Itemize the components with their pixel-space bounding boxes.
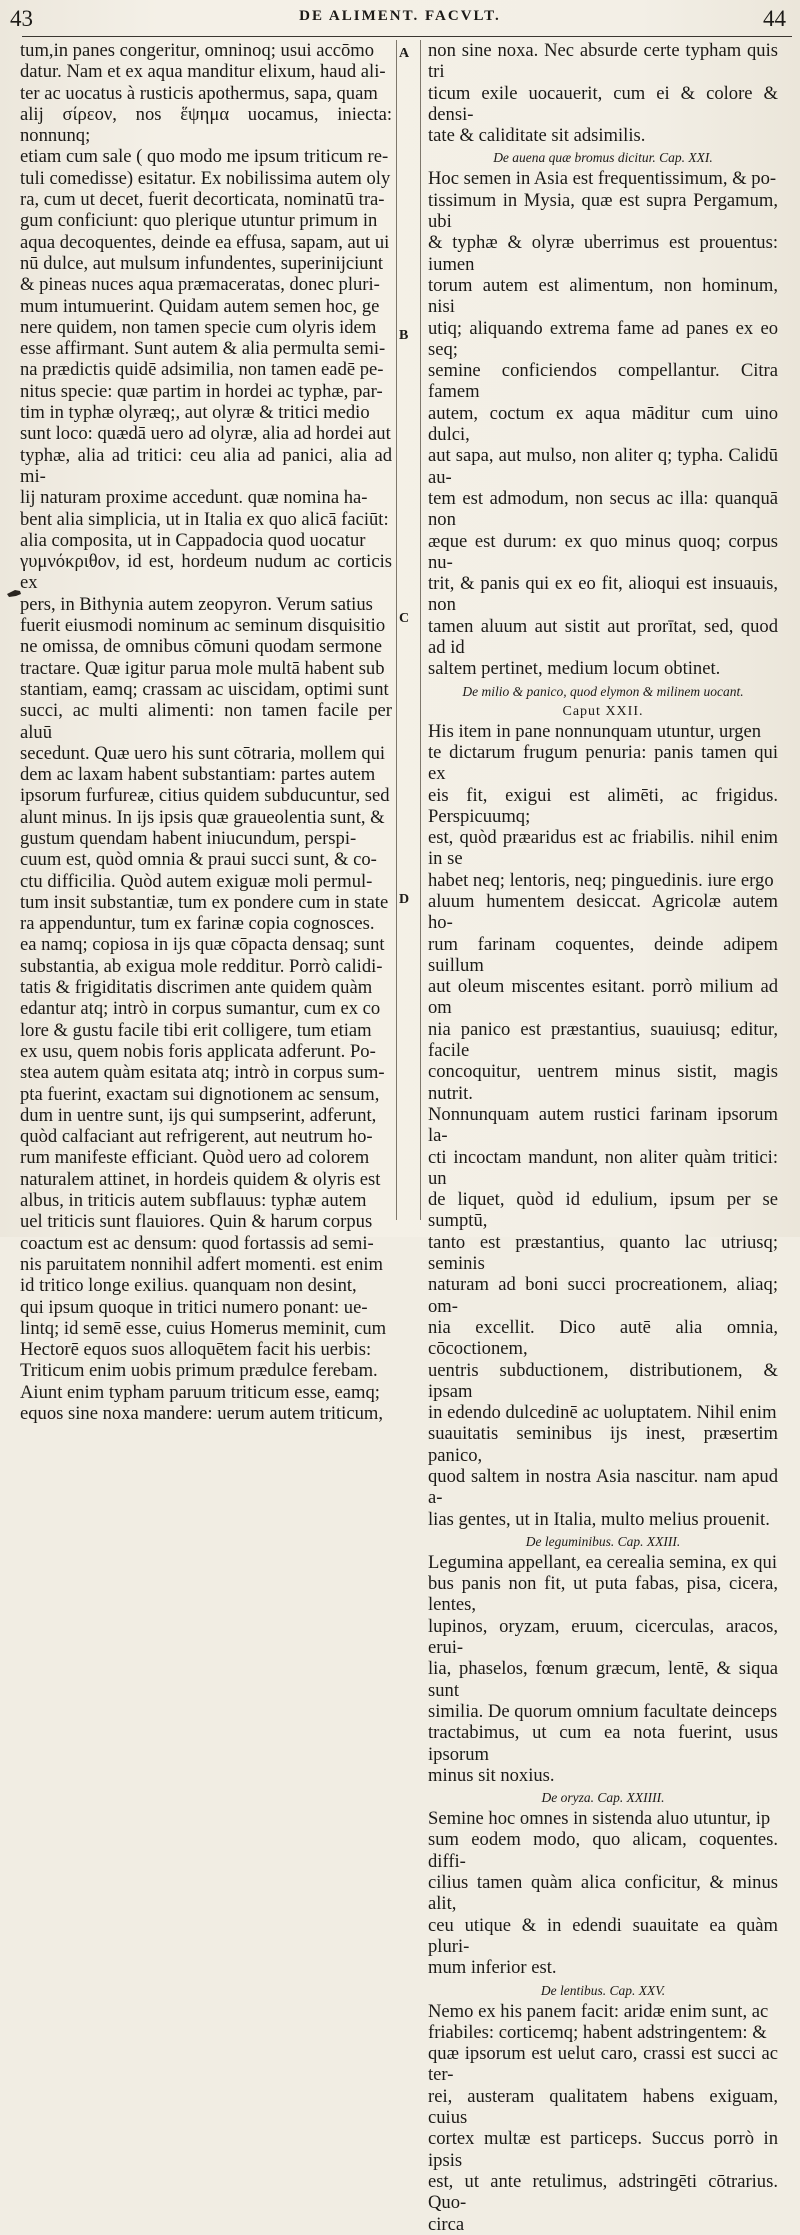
chapter-caption: De oryza. Cap. XXIIII. (541, 1790, 665, 1806)
chapter-caption: De auena quæ bromus dicitur. Cap. XXI. (493, 150, 713, 166)
chapter-section-xxiii (428, 1532, 778, 1786)
chapter-section-xxv (428, 1981, 778, 2235)
chapter-text: Legumina appellant, ea cerealia semina, ex qui bus panis non fit, ut puta fabas, pisa, cicera, lentes, lupinos, oryzam, eruum, cicerculas, aracos, erui- lia, phaselos, fœnum græcum, lentē, & siqua sunt similia. De quorum omnium facultate deinceps tractabimus, ut cum ea nota fuerint, usus ipsorum minus sit noxius. (428, 1551, 778, 1786)
chapter-section-xxi (428, 148, 778, 679)
right-page-number: 44 (763, 6, 786, 31)
chapter-caption: De lentibus. Cap. XXV. (540, 1982, 666, 1998)
chapter-caption: De milio & panico, quod elymon & milinem uocant. (462, 683, 744, 699)
chapter-text: Semine hoc omnes in sistenda aluo utuntur, ip sum eodem modo, quo alicam, coquentes. diffi- cilius tamen quàm alica conficitur, & minus alit, ceu utique & in edendi suauitate ea quàm pluri- mum inferior est. (428, 1808, 778, 1979)
margin-marker-b: B (399, 328, 409, 343)
column-rule-left (396, 40, 397, 1220)
chapter-text: His item in pane nonnunquam utuntur, urgen te dictarum frugum penuria: panis tamen qui ex eis fit, exigui est alimēti, ac frigidus. Perspicuumq; est, quòd præaridus est ac friabilis. nihil enim in se habet neq; lentoris, neq; pinguedinis. iure ergo aluum humentem desiccat. Agricolæ autem ho- rum farinam coquentes, deinde adipem suillum aut oleum miscentes esitant. porrò milium ad om nia panico est præstantius, suauiusq; editur, facile concoquitur, uentrem minus sistit, magis nutrit. Nonnunquam autem rustici farinam ipsorum la- cti incoctam mandunt, non aliter quàm tritici: un de liquet, quòd id edulium, ipsum per se sumptū, tanto est præstantius, quanto lac utriusq; seminis naturam ad boni succi procreationem, aliaq; om- nia excellit. Dico autē alia omnia, cōcoctionem, uentris subductionem, distributionem, & ipsam in edendo dulcedinē ac uoluptatem. Nihil enim suauitatis seminibus ijs inest, præsertim panico, quod saltem in nostra Asia nascitur. nam apud a- lias gentes, ut in Italia, multo melius prouenit. (428, 720, 778, 1530)
right-column (428, 40, 778, 2235)
left-column (20, 40, 392, 1424)
left-column-text: tum,in panes congeritur, omninoq; usui accōmo datur. Nam et ex aqua manditur elixum, haud ali- ter ac uocatus à rusticis apothermus, sapa, quam alij σίρεον, nos ἕψημα uocamus, iniecta: nonnunq; etiam cum sale ( quo modo me ipsum triticum re- tuli comedisse) esitatur. Ex nobilissima autem oly ra, cum ut decet, fuerit decorticata, nominatū tra- gum conficiunt: quo plerique utuntur primum in aqua decoquentes, deinde ea effusa, sapam, aut ui nū dulce, aut mulsum infundentes, superinijciunt & pineas nuces aqua præmaceratas, donec pluri- mum intumuerint. Quidam autem semen hoc, ge nere quidem, non tamen specie cum olyris idem esse affirmant. Sunt autem & alia permulta semi- na prædictis quidē adsimilia, non tamen eadē pe- nitus specie: quæ partim in hordei ac typhæ, par- tim in typhæ olyræq;, aut olyræ & tritici medio sunt loco: quædā uero ad olyræ, alia ad hordei aut typhæ, alia ad tritici: ceu alia ad panici, alia ad mi- lij naturam proxime accedunt. quæ nomina ha- bent alia simplicia, ut in Italia ex quo alicā faciūt: alia composita, ut in Cappadocia quod uocatur γυμνόκριθον, id est, hordeum nudum ac corticis ex pers, in Bithynia autem zeopyron. Verum satius fuerit eiusmodi nominum ac seminum disquisitio ne omissa, de omnibus cōmuni quodam sermone tractare. Quæ igitur parua mole multā habent sub stantiam, eamq; crassam ac uiscidam, optimi sunt succi, ac multi alimenti: non tamen facile per aluū secedunt. Quæ uero his sunt cōtraria, mollem qui dem ac laxam habent substantiam: partes autem ipsorum furfureæ, citius quidem subducuntur, sed alunt minus. In ijs ipsis quæ graueolentia sunt, & gustum quendam habent iniucundum, perspi- cuum est, quòd omnia & praui succi sunt, & co- ctu difficilia. Quòd autem exiguæ moli permul- tum insit substantiæ, tum ex pondere cum in state ra appenduntur, tum ex farinæ copia cognosces. ea namq; copiosa in ijs quæ cōpacta densaq; sunt substantia, ab exigua mole redditur. Porrò calidi- tatis & frigiditatis discrimen ante quidem quàm edantur atq; intrò in corpus sumantur, cum ex co lore & gustu facile tibi erit colligere, tum etiam ex usu, quem nobis foris applicata adferunt. Po- stea autem quàm esitata atq; intrò in corpus sum- pta fuerint, exactam sui dignotionem ac sensum, dum in uentre sunt, ijs qui sumpserint, adferunt, quòd calfaciant aut refrigerent, aut neutrum ho- rum manifeste efficiant. Quòd uero ad colorem naturalem attinet, in hordeis quidem & olyris est albus, in triticis autem subflauus: typhæ autem uel triticis sunt flauiores. Quin & harum corpus coactum est ac densum: quod fortassis ad semi- nis paruitatem nonnihil adfert momenti. est enim id tritico longe exilius. quanquam non desint, qui ipsum quoque in tritici numero ponant: ue- lintq; id semē esse, cuius Homerus meminit, cum Hectorē equos suos alloquētem facit his uerbis: Triticum enim uobis primum prædulce ferebam. Aiunt enim typham paruum triticum esse, eamq; equos sine noxa mandere: uerum autem triticum, (20, 40, 392, 1424)
chapter-number: Caput XXII. (562, 703, 644, 719)
chapter-section-xxiiii (428, 1788, 778, 1978)
margin-marker-c: C (399, 611, 410, 626)
right-column-intro: non sine noxa. Nec absurde certe typham quis tri ticum exile uocauerit, cum ei & colore & densi- tate & caliditate sit adsimilis. (428, 40, 778, 147)
chapter-text: Nemo ex his panem facit: aridæ enim sunt, ac friabiles: corticemq; habent adstringentem: & quæ ipsorum est uelut caro, crassi est succi ac ter- rei, austeram qualitatem habens exiguam, cuius cortex multæ est particeps. Succus porrò in ipsis est, ut ante retulimus, adstringēti cōtrarius. Quo- circa (428, 2000, 778, 2235)
chapter-caption: De leguminibus. Cap. XXIII. (525, 1533, 681, 1549)
chapter-text: Hoc semen in Asia est frequentissimum, & po- tissimum in Mysia, quæ est supra Pergamum, ubi & typhæ & olyræ uberrimus est prouentus: iumen torum autem est alimentum, non hominum, nisi utiq; aliquando extrema fame ad panes ex eo seq; semine conficiendos compellantur. Citra famem autem, coctum ex aqua māditur cum uino dulci, aut sapa, aut mulso, non aliter q; typha. Calidū au- tem est admodum, non secus ac illa: quanquā non æque est durum: ex quo minus quoq; corpus nu- trit, & panis qui ex eo fit, alioqui est insuauis, non tamen aluum aut sistit aut prorītat, sed, quod ad id saltem pertinet, medium locum obtinet. (428, 168, 778, 680)
chapter-section-xxii (428, 682, 778, 1530)
left-page-number: 43 (10, 6, 33, 31)
column-rule-right (420, 40, 421, 1220)
running-title: DE ALIMENT. FACVLT. (299, 8, 501, 24)
margin-marker-a: A (399, 46, 410, 61)
page-header (0, 4, 800, 38)
margin-marker-d: D (399, 892, 410, 907)
header-rule (22, 36, 792, 37)
